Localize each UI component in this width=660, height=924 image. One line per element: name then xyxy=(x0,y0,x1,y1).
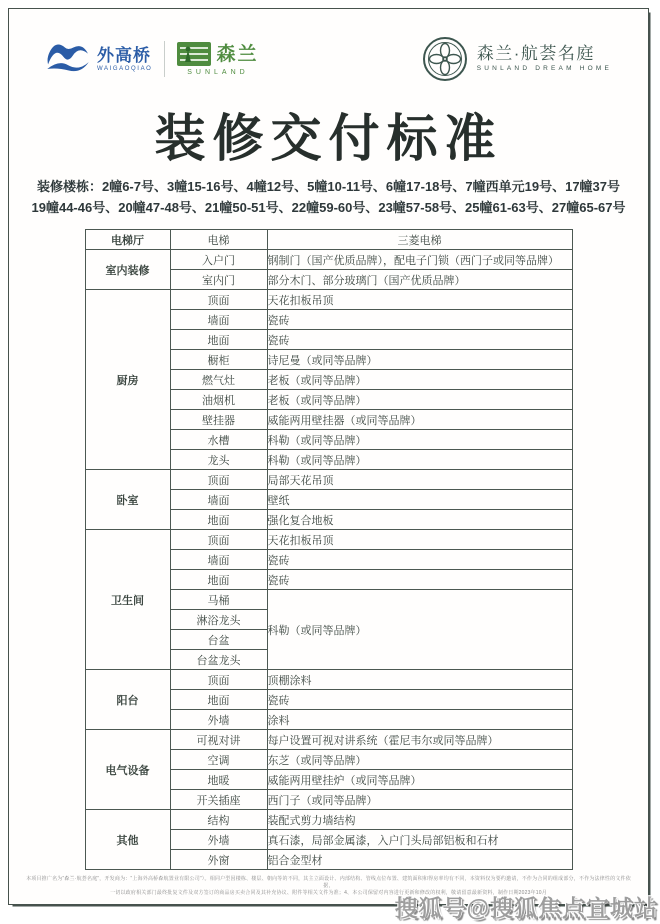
item-cell: 墙面 xyxy=(170,310,267,330)
waigaoqiao-wordmark xyxy=(97,47,152,72)
desc-cell: 铝合金型材 xyxy=(267,850,572,870)
waigaoqiao-name: 外高桥 xyxy=(97,45,151,65)
desc-cell: 东芝（或同等品牌） xyxy=(267,750,572,770)
item-cell: 橱柜 xyxy=(170,350,267,370)
table-row xyxy=(85,670,572,690)
table-row xyxy=(85,290,572,310)
brand-right xyxy=(422,36,612,82)
item-cell: 墙面 xyxy=(170,550,267,570)
spec-table-body xyxy=(85,230,572,870)
spec-table xyxy=(85,229,573,870)
item-cell: 地面 xyxy=(170,510,267,530)
desc-cell: 威能两用壁挂炉（或同等品牌） xyxy=(267,770,572,790)
building-list-line2: 19幢44-46号、20幢47-48号、21幢50-51号、22幢59-60号、23幢57-58号、25幢61-63号、27幢65-67号 xyxy=(31,200,626,216)
desc-cell: 涂料 xyxy=(267,710,572,730)
desc-cell: 瓷砖 xyxy=(267,310,572,330)
category-cell: 电梯厅 xyxy=(85,230,170,250)
desc-cell: 诗尼曼（或同等品牌） xyxy=(267,350,572,370)
item-cell: 顶面 xyxy=(170,290,267,310)
category-cell: 其他 xyxy=(85,810,170,870)
table-row xyxy=(85,250,572,270)
item-cell: 可视对讲 xyxy=(170,730,267,750)
item-cell: 电梯 xyxy=(170,230,267,250)
desc-cell: 瓷砖 xyxy=(267,330,572,350)
category-cell: 卫生间 xyxy=(85,530,170,670)
desc-cell: 每户设置可视对讲系统（霍尼韦尔或同等品牌） xyxy=(267,730,572,750)
sunland-name: 森兰 xyxy=(216,43,259,65)
desc-cell: 真石漆，局部金属漆，入户门头局部铝板和石材 xyxy=(267,830,572,850)
desc-cell: 天花扣板吊顶 xyxy=(267,290,572,310)
item-cell: 台盆龙头 xyxy=(170,650,267,670)
item-cell: 水槽 xyxy=(170,430,267,450)
table-row xyxy=(85,810,572,830)
sunland-sub: SUNLAND xyxy=(187,69,249,76)
item-cell: 空调 xyxy=(170,750,267,770)
item-cell: 顶面 xyxy=(170,670,267,690)
category-cell: 阳台 xyxy=(85,670,170,730)
sohu-watermark: 搜狐号@搜狐焦点宜城站 xyxy=(394,895,658,921)
item-cell: 墙面 xyxy=(170,490,267,510)
item-cell: 结构 xyxy=(170,810,267,830)
project-sub: SUNLAND DREAM HOME xyxy=(476,65,612,73)
brand-divider xyxy=(164,41,165,77)
desc-cell: 壁纸 xyxy=(267,490,572,510)
item-cell: 燃气灶 xyxy=(170,370,267,390)
desc-cell: 老板（或同等品牌） xyxy=(267,370,572,390)
waigaoqiao-logo-icon xyxy=(45,41,91,77)
header xyxy=(45,33,612,85)
desc-cell: 部分木门、部分玻璃门（国产优质品牌） xyxy=(267,270,572,290)
table-row xyxy=(85,230,572,250)
desc-cell: 强化复合地板 xyxy=(267,510,572,530)
building-list-line1: 装修楼栋：2幢6-7号、3幢15-16号、4幢12号、5幢10-11号、6幢17-18号、7幢西单元19号、17幢37号 xyxy=(36,179,621,195)
item-cell: 外墙 xyxy=(170,830,267,850)
sunland-logo-icon xyxy=(177,42,211,66)
desc-cell: 瓷砖 xyxy=(267,550,572,570)
item-cell: 地暖 xyxy=(170,770,267,790)
project-name: 森兰·航荟名庭 xyxy=(476,44,595,64)
desc-cell: 天花扣板吊顶 xyxy=(267,530,572,550)
desc-cell: 科勒（或同等品牌） xyxy=(267,430,572,450)
desc-cell: 顶棚涂料 xyxy=(267,670,572,690)
item-cell: 地面 xyxy=(170,690,267,710)
item-cell: 淋浴龙头 xyxy=(170,610,267,630)
project-wordmark xyxy=(477,45,612,73)
category-cell: 厨房 xyxy=(85,290,170,470)
disclaimer-line1: 本项目推广名为“森兰·航荟名庭”，开发商为：“上海外高桥森航置业有限公司”）。相同户型因楼栋、楼层、朝向等的不同，其主立面设计、内部结构、管线点位布置、建筑面积和得房率均有不同，本资料仅为要约邀请，不作为合同的组成部分，不作为法律性的文件依据， xyxy=(26,876,631,890)
desc-cell: 科勒（或同等品牌） xyxy=(267,450,572,470)
desc-cell: 西门子（或同等品牌） xyxy=(267,790,572,810)
category-cell: 室内装修 xyxy=(85,250,170,290)
desc-cell: 威能两用壁挂器（或同等品牌） xyxy=(267,410,572,430)
desc-cell: 瓷砖 xyxy=(267,690,572,710)
category-cell: 卧室 xyxy=(85,470,170,530)
item-cell: 入户门 xyxy=(170,250,267,270)
desc-cell: 钢制门（国产优质品牌），配电子门锁（西门子或同等品牌） xyxy=(267,250,572,270)
item-cell: 开关插座 xyxy=(170,790,267,810)
item-cell: 顶面 xyxy=(170,470,267,490)
desc-cell: 局部天花吊顶 xyxy=(267,470,572,490)
disclaimer-line2: 一切以政府相关部门最终批复文件及双方签订的商品房买卖合同及其补充协议、附件等相关文件为准；4、本公司保留对内容进行更新和修改的权利，敬请留意最新资料，制作日期2023年10月 xyxy=(110,890,547,897)
table-row xyxy=(85,730,572,750)
building-list xyxy=(9,176,648,218)
desc-cell: 老板（或同等品牌） xyxy=(267,390,572,410)
item-cell: 室内门 xyxy=(170,270,267,290)
table-row xyxy=(85,470,572,490)
item-cell: 外窗 xyxy=(170,850,267,870)
table-row xyxy=(85,530,572,550)
desc-cell: 科勒（或同等品牌） xyxy=(267,590,572,670)
waigaoqiao-sub: WAIGAOQIAO xyxy=(97,65,153,72)
item-cell: 地面 xyxy=(170,570,267,590)
item-cell: 外墙 xyxy=(170,710,267,730)
brand-left xyxy=(45,41,258,77)
desc-cell: 装配式剪力墙结构 xyxy=(267,810,572,830)
desc-cell: 瓷砖 xyxy=(267,570,572,590)
item-cell: 顶面 xyxy=(170,530,267,550)
item-cell: 龙头 xyxy=(170,450,267,470)
category-cell: 电气设备 xyxy=(85,730,170,810)
poster-frame xyxy=(8,8,649,905)
sunland-wordmark xyxy=(177,42,258,76)
item-cell: 地面 xyxy=(170,330,267,350)
item-cell: 壁挂器 xyxy=(170,410,267,430)
project-logo-icon xyxy=(422,36,468,82)
item-cell: 油烟机 xyxy=(170,390,267,410)
page-title: 装修交付标准 xyxy=(154,110,503,167)
item-cell: 马桶 xyxy=(170,590,267,610)
item-cell: 台盆 xyxy=(170,630,267,650)
desc-cell: 三菱电梯 xyxy=(267,230,572,250)
